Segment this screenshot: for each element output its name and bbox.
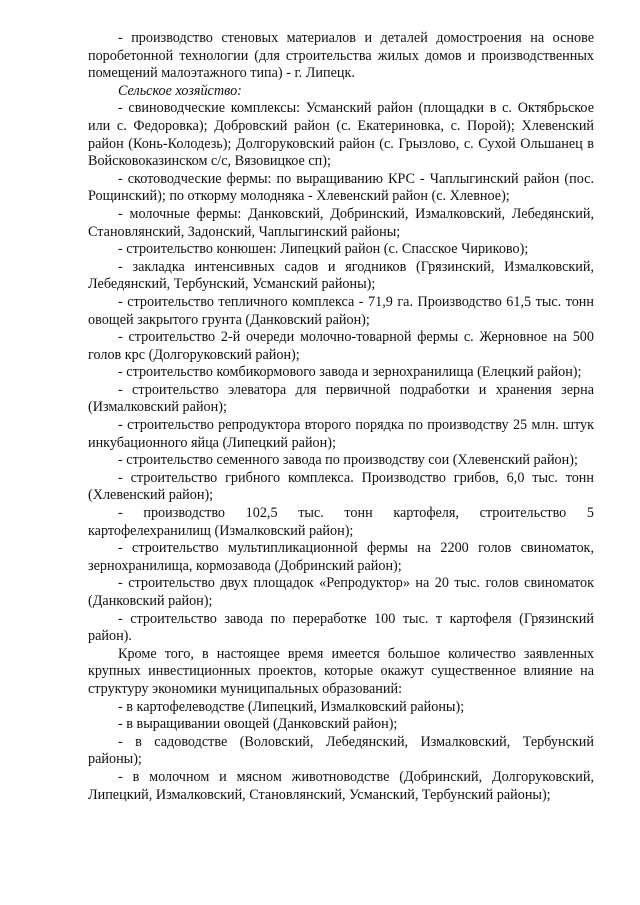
paragraph-potato-growing: - в картофелеводстве (Липецкий, Измалковский районы);: [118, 698, 465, 715]
paragraph-cattle-farms: - скотоводческие фермы: по выращиванию КРС - Чаплыгинский район (пос. Рощинский); по откорму молодняка - Хлевенский район (с. Хлевное);: [88, 170, 594, 205]
paragraph-potato-processing: - строительство завода по переработке 100 тыс. т картофеля (Грязинский район).: [88, 610, 594, 645]
paragraph-dairy-farm-stage2: - строительство 2-й очереди молочно-товарной фермы с. Жерновное на 500 голов крс (Долгоруковский район);: [88, 329, 594, 363]
paragraph-gardening: - в садоводстве (Воловский, Лебедянский, Измалковский, Тербунский районы);: [88, 733, 594, 768]
paragraph-mushroom-complex: - строительство грибного комплекса. Производство грибов, 6,0 тыс. тонн (Хлевенский район);: [88, 469, 594, 504]
paragraph-wall-materials: - производство стеновых материалов и деталей домостроения на основе поробетонной технологии (для строительства жилых домов и производственных помещений малоэтажного типа) - г. Липецк.: [88, 30, 594, 82]
paragraph-stables: - строительство конюшен: Липецкий район (с. Спасское Чириково);: [118, 241, 529, 258]
paragraph-sow-farm: - строительство мультипликационной фермы на 2200 голов свиноматок, зернохранилища, кормозавода (Добринский район);: [88, 540, 594, 574]
paragraph-elevator: - строительство элеватора для первичной подработки и хранения зерна (Измалковский район);: [88, 381, 594, 416]
paragraph-livestock: - в молочном и мясном животноводстве (Добринский, Долгоруковский, Липецкий, Измалковский, Становлянский, Усманский, Тербунский районы);: [88, 768, 594, 803]
paragraph-soy-plant: - строительство семенного завода по производству сои (Хлевенский район);: [118, 452, 578, 469]
paragraph-reproductor: - строительство двух площадок «Репродуктор» на 20 тыс. голов свиноматок (Данковский район);: [88, 575, 594, 609]
paragraph-investment-projects: Кроме того, в настоящее время имеется большое количество заявленных крупных инвестиционных проектов, которые окажут существенное влияние на структуру экономики муниципальных образований:: [88, 645, 594, 697]
paragraph-feed-mill: - строительство комбикормового завода и зернохранилища (Елецкий район);: [118, 364, 582, 381]
paragraph-greenhouse: - строительство тепличного комплекса - 71,9 га. Производство 61,5 тыс. тонн овощей закрытого грунта (Данковский район);: [88, 293, 594, 328]
paragraph-dairy-farms: - молочные фермы: Данковский, Добринский, Измалковский, Лебедянский, Становлянский, Задонский, Чаплыгинский районы;: [88, 205, 594, 240]
paragraph-hatchery: - строительство репродуктора второго порядка по производству 25 млн. штук инкубационного яйца (Липецкий район);: [88, 417, 594, 451]
section-heading-agriculture: Сельское хозяйство:: [118, 82, 242, 99]
paragraph-potato-production: - производство 102,5 тыс. тонн картофеля, строительство 5 картофелехранилищ (Измалковский район);: [88, 505, 594, 539]
document-page: [88, 30, 594, 804]
paragraph-vegetables: - в выращивании овощей (Данковский район);: [118, 716, 398, 733]
paragraph-orchards: - закладка интенсивных садов и ягодников (Грязинский, Измалковский, Лебедянский, Тербунский, Усманский районы);: [88, 258, 594, 293]
paragraph-pig-complexes: - свиноводческие комплексы: Усманский район (площадки в с. Октябрьское или с. Федоровка); Добровский район (с. Екатериновка, с. Порой); Хлевенский район (Конь-Колодезь); Долгоруковский район (с. Грызлово, с. Сухой Ольшанец в Войсковоказинском с/с, Вязовицкое сп);: [88, 100, 594, 170]
